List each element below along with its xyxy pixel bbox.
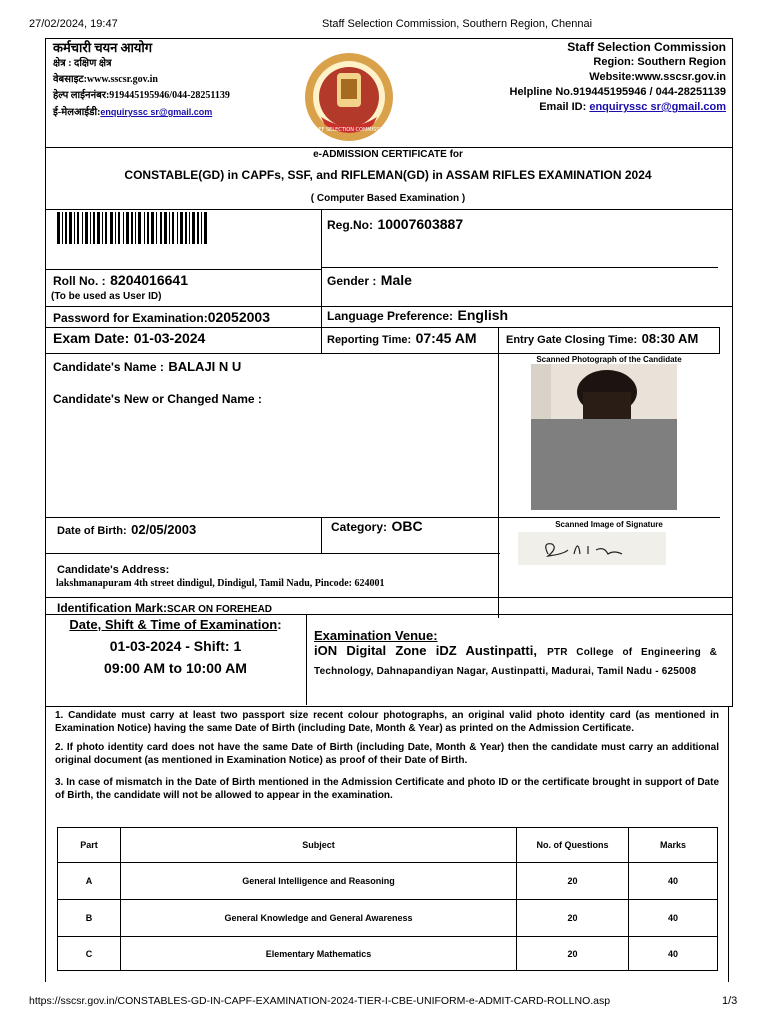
gender-value: Male [380,272,412,288]
hindi-helpline: हेल्प लाईननंबर:919445195946/044-28251139 [53,90,230,101]
table-cell-questions: 20 [517,937,629,971]
gender-row [327,272,412,290]
divider [321,517,322,553]
table-header-questions: No. of Questions [517,828,629,863]
english-email-link[interactable]: enquiryssc sr@gmail.com [589,101,726,113]
table-row [58,937,718,971]
english-header [430,40,726,115]
candidate-name-value: BALAJI N U [168,359,242,374]
divider [321,209,322,354]
english-region: Region: Southern Region [593,56,726,68]
print-datetime: 27/02/2024, 19:47 [29,18,118,30]
venue-details [314,642,717,680]
reporting-time-row [327,330,477,348]
dob-label: Date of Birth: [57,525,127,537]
divider [45,353,720,354]
divider [719,327,720,354]
divider [306,614,307,705]
identification-mark-value: SCAR ON FOREHEAD [167,604,273,615]
table-row [58,863,718,900]
table-cell-marks: 40 [629,863,718,900]
table-header-subject: Subject [121,828,517,863]
subjects-table [57,827,718,971]
schedule-shift: 01-03-2024 - Shift: 1 [109,638,242,654]
english-org-name: Staff Selection Commission [567,40,726,54]
password-value: 02052003 [207,309,270,325]
dob-value: 02/05/2003 [131,522,197,537]
reg-no-value: 10007603887 [377,216,464,232]
reporting-time-value: 07:45 AM [415,330,477,346]
hindi-website: वेबसाइट:www.sscsr.gov.in [53,74,158,85]
exam-date-label: Exam Date: [53,330,130,346]
dob-row [57,521,196,539]
gate-closing-row [506,330,698,348]
reporting-time-label: Reporting Time: [327,334,412,346]
table-cell-subject: General Intelligence and Reasoning [121,863,517,900]
address-label: Candidate's Address: [57,564,170,576]
english-website: Website:www.sscsr.gov.in [589,71,726,83]
divider [45,209,732,210]
roll-no-label: Roll No. : [53,274,106,288]
table-header-part: Part [58,828,121,863]
roll-no-note: (To be used as User ID) [51,291,162,302]
table-header-row [58,828,718,863]
category-label: Category: [331,520,388,534]
candidate-name-row [53,358,241,376]
hindi-org-name: कर्मचारी चयन आयोग [53,40,153,55]
divider [45,553,500,554]
hindi-email-row [53,104,313,121]
divider [45,327,720,328]
gate-closing-label: Entry Gate Closing Time: [506,334,638,346]
identification-mark-label: Identification Mark: [57,601,168,615]
exam-date-value: 01-03-2024 [133,330,206,346]
table-cell-part: B [58,900,121,937]
language-value: English [457,307,509,323]
table-cell-part: C [58,937,121,971]
hindi-region: क्षेत्र : दक्षिण क्षेत्र [53,58,112,69]
print-page-title: Staff Selection Commission, Southern Region, Chennai [322,18,593,30]
hindi-email-link[interactable]: enquiryssc sr@gmail.com [100,107,213,117]
exam-date-row [53,330,205,348]
table-header-marks: Marks [629,828,718,863]
roll-no-row [53,272,188,290]
table-cell-part: A [58,863,121,900]
gender-label: Gender : [327,274,377,288]
hindi-header [53,40,313,121]
reg-no-row [327,216,463,234]
english-email-row [430,100,726,115]
instruction-3: 3. In case of mismatch in the Date of Birth mentioned in the Admission Certificate and photo ID or the certificate brought in support of Date of Birth, the candidate will not be allowed to appear in the examination. [55,777,719,801]
category-row [331,518,423,536]
ssc-emblem-logo [303,51,395,143]
signature-label: Scanned Image of Signature [555,520,663,529]
schedule-label-text: Date, Shift & Time of Examination [69,617,278,632]
certificate-heading: e-ADMISSION CERTIFICATE for [313,149,463,160]
instruction-2: 2. If photo identity card does not have the same Date of Birth (including Date, Month & Year) then the candidate must carry an additional original document (as mentioned in Examination Notice) as proof of their Date of Birth. [55,742,719,766]
candidate-signature [518,532,666,565]
english-helpline: Helpline No.919445195946 / 044-28251139 [509,86,726,98]
divider [498,327,499,618]
exam-title: CONSTABLE(GD) in CAPFs, SSF, and RIFLEMAN(GD) in ASSAM RIFLES EXAMINATION 2024 [124,168,652,182]
table-cell-questions: 20 [517,900,629,937]
category-value: OBC [391,518,423,534]
table-cell-marks: 40 [629,937,718,971]
table-row [58,900,718,937]
schedule-label: Date, Shift & Time of Examination: [69,617,282,632]
password-label: Password for Examination: [53,311,208,325]
exam-mode: ( Computer Based Examination ) [310,193,466,204]
divider [45,269,321,270]
roll-no-value: 8204016641 [110,272,188,288]
language-label: Language Preference: [327,309,454,323]
hindi-email-label: ई-मेलआईडी: [53,107,101,118]
reg-no-label: Reg.No: [327,218,373,232]
photo-label: Scanned Photograph of the Candidate [536,355,682,364]
password-row [53,309,270,327]
changed-name-label: Candidate's New or Changed Name : [53,392,262,406]
print-url: https://sscsr.gov.in/CONSTABLES-GD-IN-CAPF-EXAMINATION-2024-TIER-I-CBE-UNIFORM-e-ADMIT-CARD-ROLLNO.asp [29,995,611,1007]
table-cell-subject: Elementary Mathematics [121,937,517,971]
venue-address: PTR College of Engineering & Technology, Dahnapandiyan Nagar, Austinpatti, Madurai, Tamil Nadu - 625008 [314,647,717,677]
print-page-number: 1/3 [722,995,738,1007]
candidate-name-label: Candidate's Name : [53,360,164,374]
english-email-label: Email ID: [539,101,590,113]
address-value: lakshmanapuram 4th street dindigul, Dindigul, Tamil Nadu, Pincode: 624001 [56,578,385,589]
barcode [57,212,209,244]
identification-mark-row [57,599,272,617]
candidate-photo [531,364,677,510]
gate-closing-value: 08:30 AM [641,331,699,346]
venue-label: Examination Venue: [314,628,438,643]
logo-banner-text: STAFF SELECTION COMMISSION [309,127,389,133]
table-cell-marks: 40 [629,900,718,937]
language-row [327,307,508,325]
schedule-time: 09:00 AM to 10:00 AM [104,660,247,676]
divider [321,267,718,268]
table-cell-subject: General Knowledge and General Awareness [121,900,517,937]
divider [45,597,732,598]
venue-name: iON Digital Zone iDZ Austinpatti, [314,643,537,658]
instruction-1: 1. Candidate must carry at least two passport size recent colour photographs, an original valid photo identity card (as mentioned in Examination Notice) having the same Date of Birth (including Date, Month & Year) as printed on the Admission Certificate. [55,710,719,734]
table-cell-questions: 20 [517,863,629,900]
